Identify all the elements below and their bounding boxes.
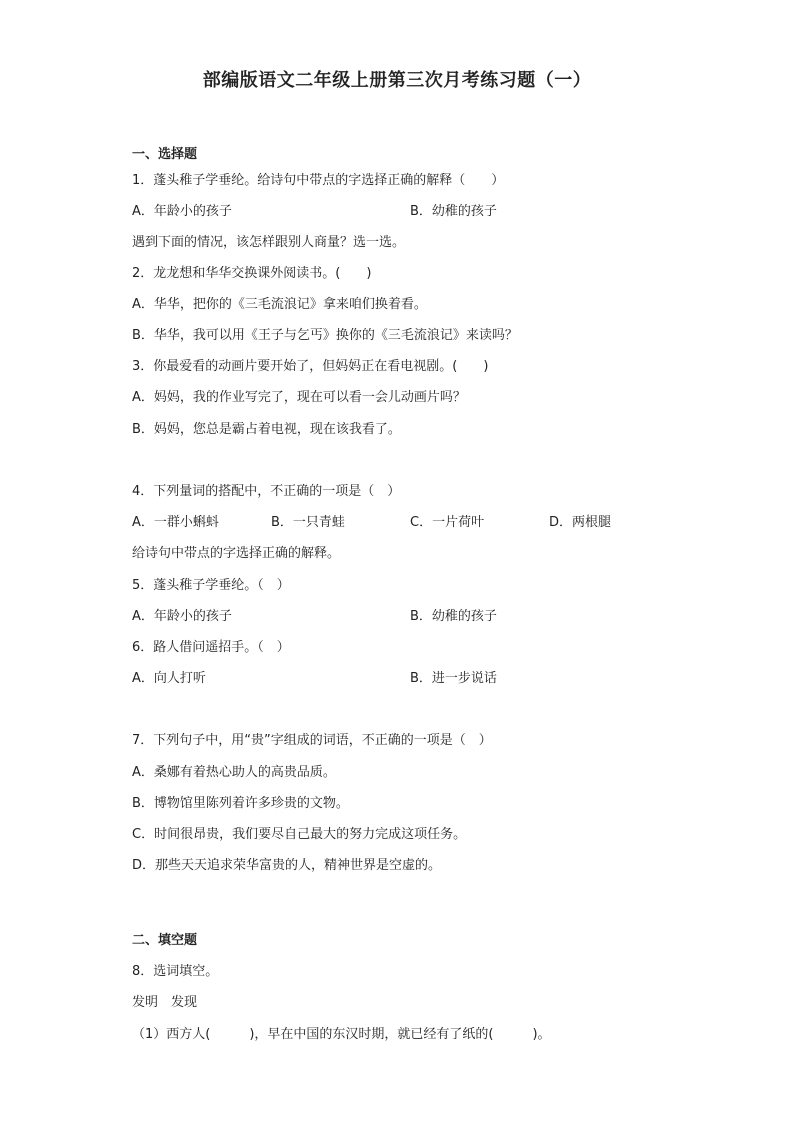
question-3-option-a[interactable]: A．妈妈，我的作业写完了，现在可以看一会儿动画片吗？ <box>132 390 466 405</box>
question-4-option-a[interactable]: A．一群小蝌蚪 <box>132 515 219 530</box>
question-5-option-b[interactable]: B．幼稚的孩子 <box>410 609 497 624</box>
question-8-item-1[interactable]: （1）西方人( )，早在中国的东汉时期，就已经有了纸的( )。 <box>132 1027 551 1042</box>
question-8-stem: 8．选词填空。 <box>132 964 219 979</box>
question-2-3-intro: 遇到下面的情况，该怎样跟别人商量？选一选。 <box>132 235 406 250</box>
question-2-stem: 2．龙龙想和华华交换课外阅读书。( ) <box>132 266 372 281</box>
question-4-option-b[interactable]: B．一只青蛙 <box>271 515 345 530</box>
question-7-option-a[interactable]: A．桑娜有着热心助人的高贵品质。 <box>132 765 336 780</box>
question-5-6-intro: 给诗句中带点的字选择正确的解释。 <box>132 546 341 561</box>
question-1-option-a[interactable]: A．年龄小的孩子 <box>132 204 232 219</box>
question-3-option-b[interactable]: B．妈妈，您总是霸占着电视，现在该我看了。 <box>132 422 401 437</box>
question-3-stem: 3．你最爱看的动画片要开始了，但妈妈正在看电视剧。( ) <box>132 359 489 374</box>
question-8-word-bank: 发明 发现 <box>132 995 198 1010</box>
question-6-option-a[interactable]: A．向人打听 <box>132 671 206 686</box>
question-6-option-b[interactable]: B．进一步说话 <box>410 671 497 686</box>
question-1-option-b[interactable]: B．幼稚的孩子 <box>410 204 497 219</box>
question-2-option-a[interactable]: A．华华，把你的《三毛流浪记》拿来咱们换着看。 <box>132 297 427 312</box>
question-6-stem: 6．路人借问遥招手。（ ） <box>132 640 290 655</box>
question-4-stem: 4．下列量词的搭配中，不正确的一项是（ ） <box>132 484 401 499</box>
page-title: 部编版语文二年级上册第三次月考练习题（一） <box>202 70 592 91</box>
question-7-option-b[interactable]: B．博物馆里陈列着许多珍贵的文物。 <box>132 796 349 811</box>
question-4-option-c[interactable]: C．一片荷叶 <box>410 515 485 530</box>
question-7-option-c[interactable]: C．时间很昂贵，我们要尽自己最大的努力完成这项任务。 <box>132 827 467 842</box>
question-5-stem: 5．蓬头稚子学垂纶。（ ） <box>132 578 290 593</box>
section-heading-choice: 一、选择题 <box>132 147 198 162</box>
question-1-stem: 1．蓬头稚子学垂纶。给诗句中带点的字选择正确的解释（ ） <box>132 173 505 188</box>
question-7-stem: 7．下列句子中，用“贵”字组成的词语，不正确的一项是（ ） <box>132 733 492 748</box>
question-4-option-d[interactable]: D．两根腿 <box>549 515 612 530</box>
question-5-option-a[interactable]: A．年龄小的孩子 <box>132 609 232 624</box>
question-7-option-d[interactable]: D．那些天天追求荣华富贵的人，精神世界是空虚的。 <box>132 858 442 873</box>
section-heading-fill: 二、填空题 <box>132 933 198 948</box>
question-2-option-b[interactable]: B．华华，我可以用《王子与乞丐》换你的《三毛流浪记》来读吗？ <box>132 328 518 343</box>
